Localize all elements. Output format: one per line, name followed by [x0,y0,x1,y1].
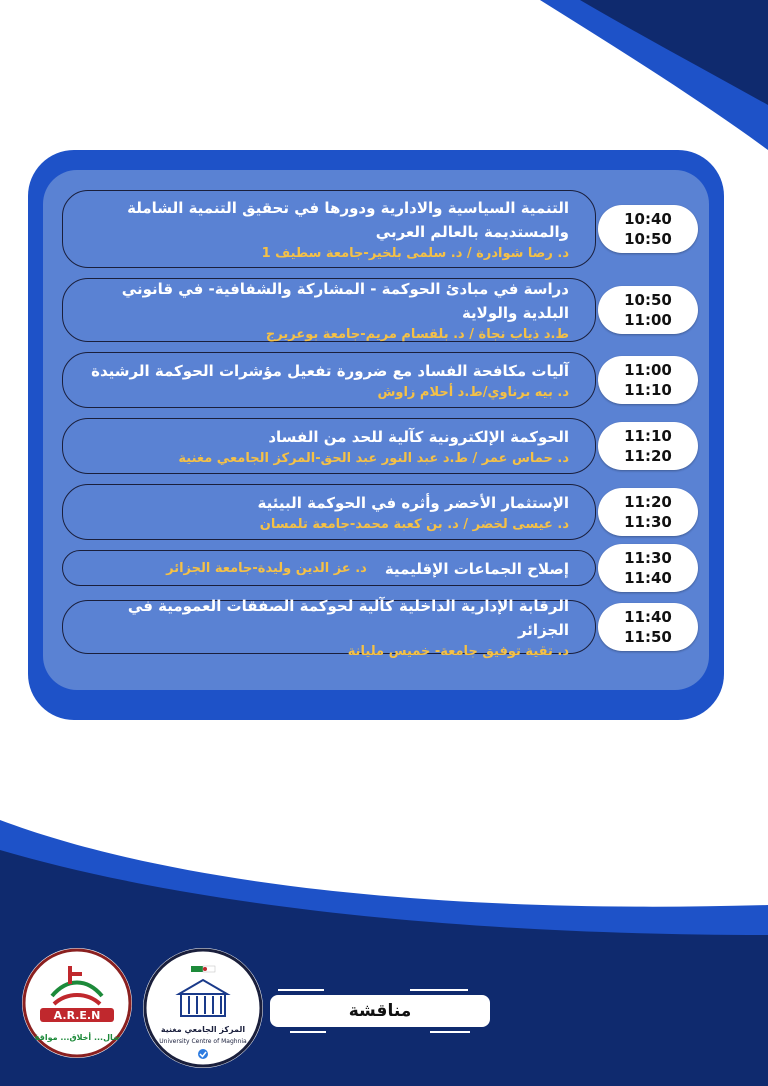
session-end-time: 11:20 [624,447,672,465]
session-card [62,597,596,659]
session-speaker: ط.د ذياب نجاة / د. بلقسام مريم-جامعة بوعريرج [265,327,569,342]
university-name-ar: المركز الجامعي مغنية [160,1025,246,1034]
session-start-time: 11:30 [624,549,672,567]
session-row [62,190,698,268]
session-end-time: 11:10 [624,381,672,399]
session-title: آليات مكافحة الفساد مع ضرورة تفعيل مؤشرات الحوكمة الرشيدة [91,362,569,380]
session-title: إصلاح الجماعات الإقليمية [384,560,569,578]
session-row [62,352,698,408]
divider [410,989,468,991]
university-name-en: University Centre of Maghnia [159,1038,247,1045]
session-row [62,278,698,342]
session-end-time: 11:40 [624,569,672,587]
session-start-time: 10:50 [624,291,672,309]
session-start-time: 11:00 [624,361,672,379]
session-card [62,418,596,474]
session-row [62,484,698,540]
session-card [62,352,596,408]
session-row [62,418,698,474]
aren-logo-graphic [22,948,132,1058]
session-start-time: 11:20 [624,493,672,511]
session-time [598,286,698,334]
session-end-time: 11:50 [624,628,672,646]
session-end-time: 10:50 [624,230,672,248]
session-row [62,550,698,586]
session-row [62,597,698,659]
session-card [62,484,596,540]
session-card [62,190,596,268]
session-speaker: د. تقية توفيق جامعة- خميس مليانة [347,644,569,659]
discussion-label: مناقشة [270,995,490,1027]
university-logo-graphic [143,948,263,1068]
session-time [598,544,698,592]
session-start-time: 11:40 [624,608,672,626]
session-start-time: 10:40 [624,210,672,228]
session-title: الإستثمار الأخضر وأثره في الحوكمة البيئية [257,494,569,512]
session-speaker: د. رضا شوادرة / د. سلمى بلخير-جامعة سطيف 1 [261,246,569,261]
session-title: التنمية السياسية والادارية ودورها في تحقيق التنمية الشاملة والمستديمة بالعالم العربي [127,199,569,241]
session-time [598,205,698,253]
aren-logo [22,948,132,1058]
session-speaker: د. عيسى لخضر / د. بن كعبة محمد-جامعة تلمسان [259,517,569,532]
session-end-time: 11:00 [624,311,672,329]
divider [278,989,324,991]
session-time [598,488,698,536]
session-time [598,356,698,404]
session-card [62,550,596,586]
divider [290,1031,326,1033]
session-time [598,603,698,651]
session-speaker: د. بيه برناوي/ط.د أحلام زاوش [377,385,569,400]
session-end-time: 11:30 [624,513,672,531]
session-speaker: د. عز الدين وليدة-جامعة الجزائر [166,561,367,576]
session-title: الحوكمة الإلكترونية كآلية للحد من الفساد [268,428,569,446]
session-card [62,278,596,342]
aren-logo-text: A.R.E.N [53,1009,101,1022]
session-time [598,422,698,470]
session-title: دراسة في مبادئ الحوكمة - المشاركة والشفافية- في قانوني البلدية والولاية [121,280,569,322]
session-start-time: 11:10 [624,427,672,445]
university-logo [143,948,263,1068]
divider [430,1031,470,1033]
session-speaker: د. حماس عمر / ط.د عبد النور عبد الحق-المركز الجامعي مغنية [178,451,569,466]
aren-logo-slogan: نضال... أخلاق... مواقف [30,1033,124,1042]
session-title: الرقابة الإدارية الداخلية كآلية لحوكمة الصفقات العمومية في الجزائر [127,597,569,639]
